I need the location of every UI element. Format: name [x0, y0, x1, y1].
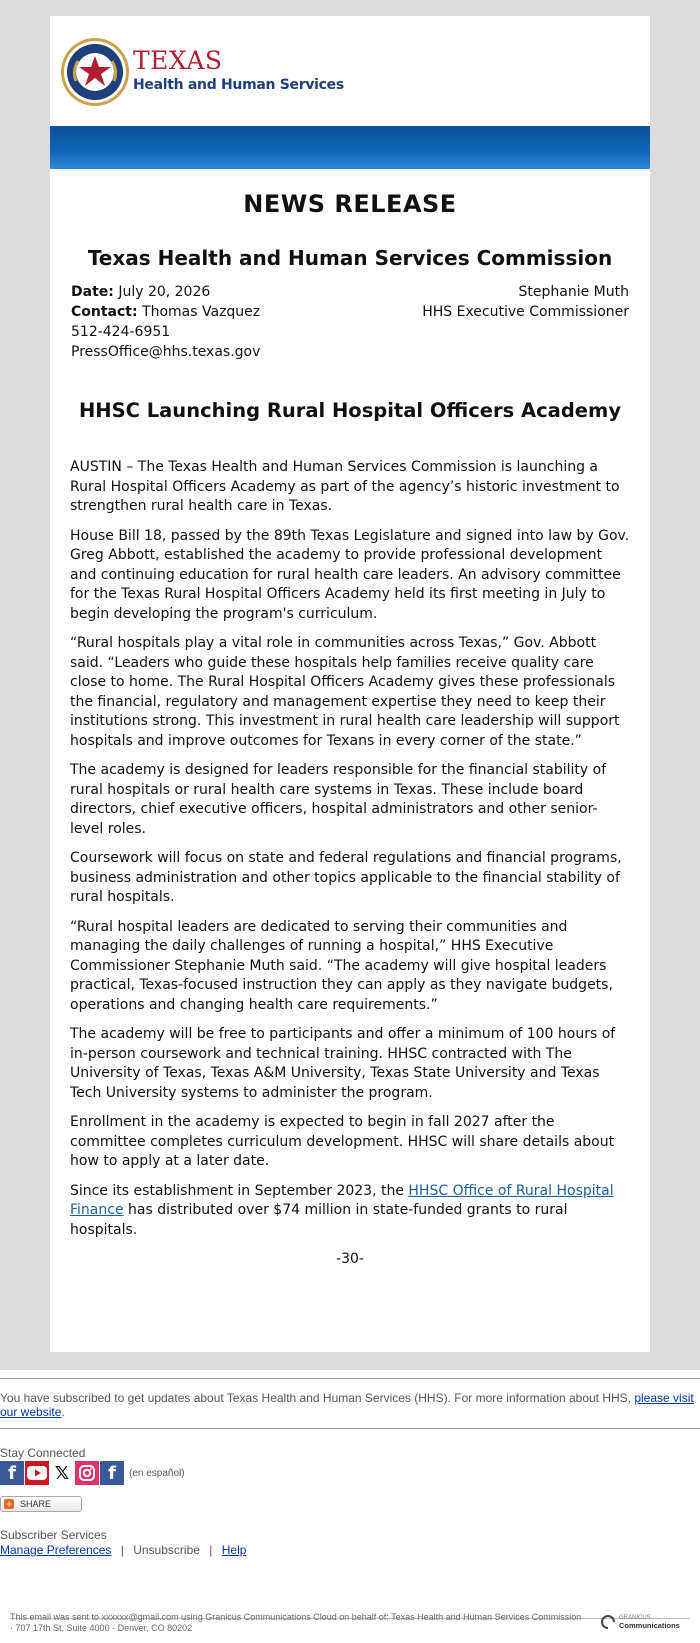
- contact-email: PressOffice@hhs.texas.gov: [71, 344, 261, 360]
- contact-phone: 512-424-6951: [71, 324, 171, 340]
- paragraph: Enrollment in the academy is expected to begin in fall 2027 after the committee completes curriculum development. HHSC will share details about how to apply at a later date.: [70, 1114, 615, 1169]
- legal-notice: This email was sent to xxxxxx@gmail.com using Granicus Communications Cloud on behalf of: Texas Health and Human Services Commission · 707 17th St, Suite 4000 · Denver, CO 80202: [10, 1612, 582, 1633]
- paragraph-text: Since its establishment in September 2023, the: [70, 1182, 409, 1199]
- hhs-logo: [50, 16, 650, 126]
- commissioner-block: [422, 282, 629, 322]
- subscriber-links: [0, 1543, 700, 1557]
- paragraph: “Rural hospital leaders are dedicated to serving their communities and managing the daily challenges of running a hospital,” HHS Executive Commissioner Stephanie Muth said. “The academy will give hospital leaders practical, Texas-focused instruction they can apply as they navigate budgets, operations and changing health care requirements.”: [70, 918, 613, 1013]
- stay-connected-label: Stay Connected: [0, 1446, 86, 1460]
- commissioner-title: HHS Executive Commissioner: [422, 304, 629, 320]
- date-label: Date:: [71, 284, 114, 300]
- organization-title: Texas Health and Human Services Commission: [87, 246, 613, 270]
- paragraph: “Rural hospitals play a vital role in communities across Texas,” Gov. Abbott said. “Leaders who guide these hospitals help families receive quality care close to home. The Rural Hospital Officers Academy gives these professionals the financial, regulatory and management expertise they need to keep their institutions strong. This investment in rural health care leadership will support hospitals and improve outcomes for Texans in every corner of the state.”: [70, 635, 620, 749]
- facebook-icon[interactable]: f: [0, 1461, 24, 1485]
- subscription-text: You have subscribed to get updates about Texas Health and Human Services (HHS). For more information about HHS,: [0, 1391, 635, 1405]
- instagram-icon[interactable]: [75, 1461, 99, 1485]
- divider: [0, 1428, 700, 1429]
- granicus-logo: [600, 1614, 680, 1630]
- news-release-heading: NEWS RELEASE: [243, 190, 457, 218]
- x-icon[interactable]: 𝕏: [50, 1461, 74, 1485]
- subscriber-services-title: Subscriber Services: [0, 1528, 107, 1542]
- paragraph-text: has distributed over $74 million in state-funded grants to rural hospitals.: [70, 1202, 568, 1238]
- youtube-icon[interactable]: [25, 1461, 49, 1485]
- share-label: SHARE: [20, 1499, 52, 1509]
- texas-seal-icon: [60, 37, 130, 107]
- paragraph: [70, 1182, 630, 1241]
- date-value: July 20, 2026: [118, 284, 211, 300]
- plus-icon: +: [4, 1499, 14, 1509]
- commissioner-name: Stephanie Muth: [518, 284, 629, 300]
- email-footer: [0, 1370, 700, 1633]
- article-body: [70, 458, 630, 1270]
- link-separator: |: [120, 1543, 124, 1557]
- espanol-label: (en español): [129, 1467, 185, 1479]
- share-button[interactable]: [0, 1496, 82, 1512]
- paragraph: Coursework will focus on state and federal regulations and financial programs, business administration and other topics applicable to the financial stability of rural hospitals.: [70, 850, 622, 905]
- news-release-card: [50, 16, 650, 1352]
- subscription-notice: [0, 1379, 700, 1419]
- contact-name: Thomas Vazquez: [142, 304, 261, 320]
- link-separator: |: [209, 1543, 213, 1557]
- article-headline: HHSC Launching Rural Hospital Officers Academy: [78, 399, 622, 422]
- paragraph: The academy is designed for leaders responsible for the financial stability of rural hospitals or rural health care systems in Texas. These include board directors, chief executive officers, hospital administrators and other senior-level roles.: [70, 762, 607, 837]
- paragraph: AUSTIN – The Texas Health and Human Services Commission is launching a Rural Hospital Officers Academy as part of the agency’s historic investment to strengthen rural health care in Texas.: [70, 459, 620, 514]
- brand-subtitle: Health and Human Services: [133, 77, 344, 93]
- manage-preferences-link[interactable]: Manage Preferences: [0, 1543, 112, 1557]
- brand-texas: TEXAS: [133, 46, 223, 75]
- end-mark: -30-: [336, 1251, 364, 1267]
- granicus-big: Communications: [619, 1621, 680, 1630]
- subscription-end: .: [61, 1405, 65, 1419]
- help-link[interactable]: Help: [221, 1543, 247, 1557]
- visit-website-link[interactable]: please visit our website: [0, 1391, 694, 1419]
- paragraph: House Bill 18, passed by the 89th Texas Legislature and signed into law by Gov. Greg Abbott, established the academy to provide professional development and continuing education for rural health care leaders. An advisory committee for the Texas Rural Hospital Officers Academy held its first meeting in July to begin developing the program's curriculum.: [70, 527, 630, 622]
- paragraph: The academy will be free to participants and offer a minimum of 100 hours of in-person coursework and technical training. HHSC contracted with The University of Texas, Texas A&M University, Texas State University and Texas Tech University systems to administer the program.: [70, 1026, 616, 1101]
- blue-banner: [50, 126, 650, 169]
- unsubscribe-link[interactable]: Unsubscribe: [133, 1543, 200, 1557]
- facebook-icon[interactable]: f: [100, 1461, 124, 1485]
- social-links: [0, 1461, 700, 1485]
- contact-label: Contact:: [71, 304, 138, 320]
- contact-block: [71, 282, 260, 362]
- release-meta: [50, 282, 650, 368]
- rural-hospital-finance-link[interactable]: HHSC Office of Rural Hospital Finance: [70, 1182, 614, 1218]
- granicus-icon: [600, 1614, 616, 1630]
- granicus-small: GRANICUS: [619, 1615, 651, 1621]
